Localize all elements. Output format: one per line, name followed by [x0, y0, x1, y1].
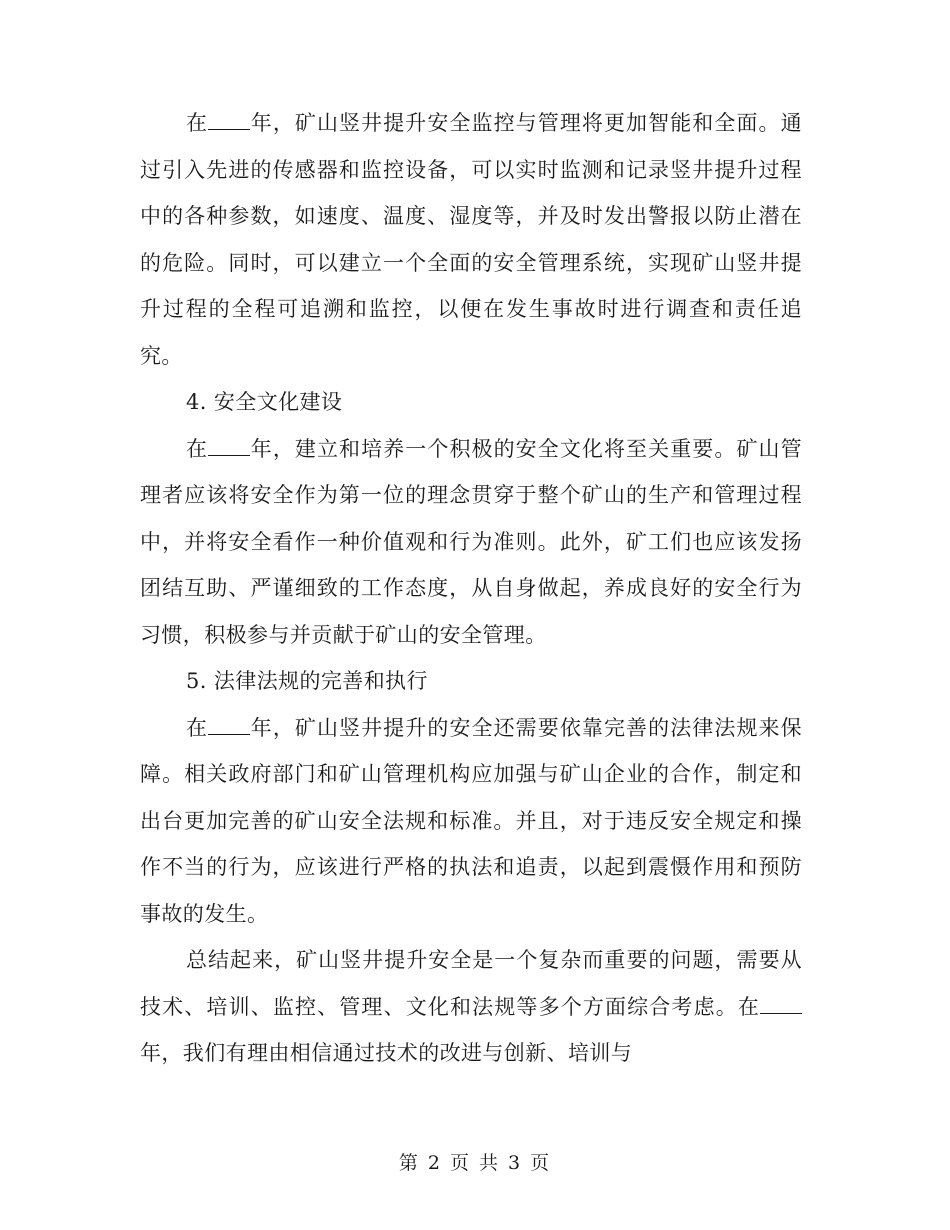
section-heading-5: 5. 法律法规的完善和执行: [186, 669, 428, 693]
paragraph-text-pre: 在: [186, 715, 209, 740]
paragraph-summary: [140, 937, 802, 1077]
document-body: [140, 100, 802, 1077]
year-blank: [208, 111, 250, 130]
paragraph-safety-culture: [140, 426, 802, 659]
year-blank: [760, 995, 802, 1014]
paragraph-monitoring: [140, 100, 802, 379]
page-number-footer: [0, 1148, 950, 1175]
paragraph-text-post: 年，矿山竖井提升的安全还需要依靠完善的法律法规来保障。相关政府部门和矿山管理机构应加强与矿山企业的合作，制定和出台更加完善的矿山安全法规和标准。并且，对于违反安全规定和操作不当的行为，应该进行严格的执法和追责，以起到震慑作用和预防事故的发生。: [140, 715, 802, 926]
paragraph-laws: [140, 705, 802, 938]
paragraph-text-post: 年，矿山竖井提升安全监控与管理将更加智能和全面。通过引入先进的传感器和监控设备，可以实时监测和记录竖井提升过程中的各种参数，如速度、温度、湿度等，并及时发出警报以防止潜在的危险。同时，可以建立一个全面的安全管理系统，实现矿山竖井提升过程的全程可追溯和监控，以便在发生事故时进行调查和责任追究。: [140, 111, 802, 368]
page-number-text: 第 2 页 共 3 页: [398, 1152, 552, 1174]
paragraph-text-post: 年，建立和培养一个积极的安全文化将至关重要。矿山管理者应该将安全作为第一位的理念贯穿于整个矿山的生产和管理过程中，并将安全看作一种价值观和行为准则。此外，矿工们也应该发扬团结互助、严谨细致的工作态度，从自身做起，养成良好的安全行为习惯，积极参与并贡献于矿山的安全管理。: [140, 436, 802, 647]
section-heading-4: 4. 安全文化建设: [186, 390, 343, 414]
paragraph-text-pre: 总结起来，矿山竖井提升安全是一个复杂而重要的问题，需要从技术、培训、监控、管理、文化和法规等多个方面综合考虑。在: [140, 948, 802, 1019]
paragraph-text-pre: 在: [186, 111, 209, 135]
paragraph-text-post: 年，我们有理由相信通过技术的改进与创新、培训与: [140, 1041, 633, 1065]
paragraph-text-pre: 在: [186, 436, 209, 461]
year-blank: [208, 716, 250, 735]
year-blank: [208, 437, 250, 456]
